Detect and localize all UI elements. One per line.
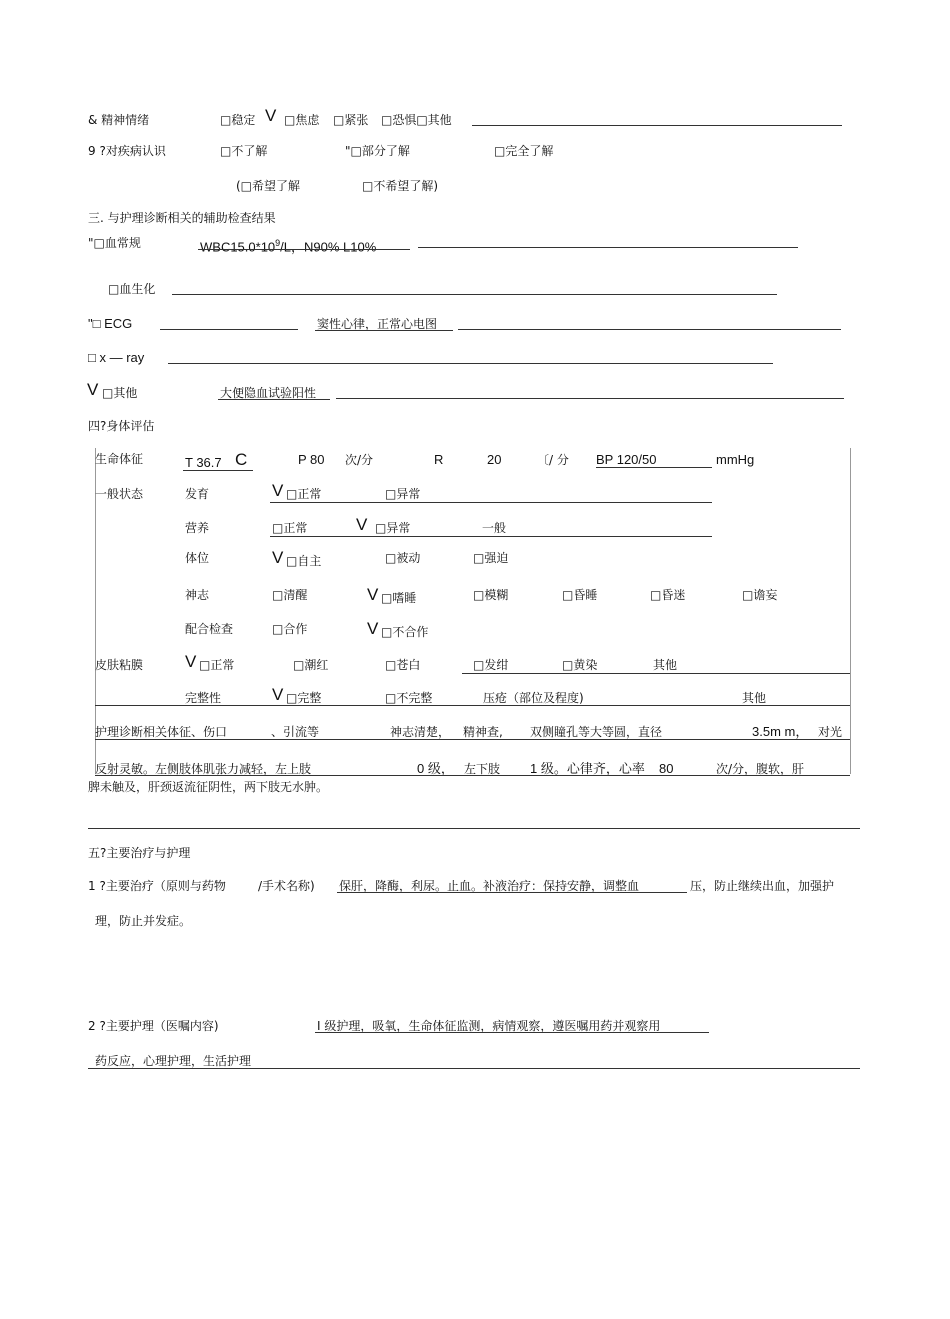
position-checkmark: V bbox=[272, 548, 284, 567]
mental-nervous-checkbox[interactable]: □紧张 bbox=[333, 113, 369, 127]
development-normal-checkbox[interactable]: □正常 bbox=[286, 487, 322, 501]
position-forced-checkbox[interactable]: □强迫 bbox=[473, 551, 509, 565]
nursing-line-1 bbox=[95, 739, 850, 740]
pupil-size: 3.5m m， bbox=[752, 724, 809, 739]
nutrition-label: 营养 bbox=[185, 521, 210, 535]
consciousness-stupor-checkbox[interactable]: □昏睡 bbox=[562, 588, 598, 602]
care-label: 2 ?主要护理（医嘱内容) bbox=[88, 1019, 219, 1033]
other-check-mark: V bbox=[87, 380, 99, 399]
integrity-no-checkbox[interactable]: □不完整 bbox=[385, 691, 433, 705]
vitals-label: 生命体征 bbox=[95, 452, 144, 466]
nursing-text-4: 对光 bbox=[818, 725, 843, 739]
care-text2: 药反应，心理护理，生活护理 bbox=[95, 1054, 252, 1068]
other-value-underline bbox=[218, 399, 330, 400]
integrity-label: 完整性 bbox=[185, 691, 222, 705]
nursing-signs-label2: 、引流等 bbox=[271, 725, 320, 739]
muscle-grade-1: 0 级， bbox=[417, 761, 454, 776]
nursing-text-1: 神志清楚， bbox=[390, 725, 451, 739]
skin-jaundice-checkbox[interactable]: □黄染 bbox=[562, 658, 598, 672]
general-state-label: 一般状态 bbox=[95, 487, 144, 501]
knowledge-label: 9 ?对疾病认识 bbox=[88, 144, 166, 158]
cooperation-yes-checkbox[interactable]: □合作 bbox=[272, 622, 308, 636]
blood-value-underline bbox=[198, 249, 410, 250]
consciousness-blur-checkbox[interactable]: □模糊 bbox=[473, 588, 509, 602]
xray-label: □ x — ray bbox=[88, 350, 145, 365]
section-divider bbox=[88, 828, 860, 829]
development-checkmark: V bbox=[272, 481, 284, 500]
consciousness-delirium-checkbox[interactable]: □谵妄 bbox=[742, 588, 778, 602]
muscle-grade-2: 1 级。心律齐，心率 bbox=[530, 761, 645, 776]
ecg-value: 窦性心律，正常心电图 bbox=[317, 317, 438, 331]
nutrition-note: 一般 bbox=[482, 521, 507, 535]
development-label: 发育 bbox=[185, 487, 210, 501]
bp-underline bbox=[596, 467, 712, 468]
integrity-line bbox=[95, 705, 850, 706]
nursing-signs-label: 护理诊断相关体征、伤口 bbox=[95, 725, 228, 739]
xray-fill-line bbox=[168, 363, 773, 364]
temperature-value: T 36.7 bbox=[185, 455, 222, 470]
cooperation-label: 配合检查 bbox=[185, 622, 234, 636]
mental-anxious-checkbox[interactable]: □焦虑 bbox=[284, 113, 320, 127]
mental-stable-checkbox[interactable]: □稳定 bbox=[220, 113, 256, 127]
blood-fill-line bbox=[418, 247, 798, 248]
nutrition-abnormal-checkbox[interactable]: □异常 bbox=[375, 521, 411, 535]
skin-cyanosis-checkbox[interactable]: □发绀 bbox=[473, 658, 509, 672]
pressure-sore-label: 压疮（部位及程度) bbox=[483, 691, 584, 705]
skin-pale-checkbox[interactable]: □苍白 bbox=[385, 658, 421, 672]
development-line bbox=[270, 502, 712, 503]
integrity-yes-checkbox[interactable]: □完整 bbox=[286, 691, 322, 705]
treatment-text: 保肝，降酶，利尿。止血。补液治疗：保持安静，调整血 bbox=[339, 879, 640, 893]
section5-title: 五?主要治疗与护理 bbox=[88, 846, 191, 860]
care-text: I 级护理，吸氧，生命体征监测，病情观察，遵医嘱用药并观察用 bbox=[317, 1019, 661, 1033]
nursing-line-2 bbox=[95, 775, 850, 776]
skin-other-label: 其他 bbox=[653, 658, 678, 672]
development-abnormal-checkbox[interactable]: □异常 bbox=[385, 487, 421, 501]
bp-unit: mmHg bbox=[716, 452, 755, 467]
integrity-other-label: 其他 bbox=[742, 691, 767, 705]
knowledge-none-checkbox[interactable]: □不了解 bbox=[220, 144, 268, 158]
nutrition-line bbox=[270, 536, 712, 537]
pulse-value: P 80 bbox=[298, 452, 325, 467]
consciousness-clear-checkbox[interactable]: □清醒 bbox=[272, 588, 308, 602]
treatment-underline bbox=[337, 892, 687, 893]
section3-title: 三. 与护理诊断相关的辅助检查结果 bbox=[88, 211, 276, 225]
nursing-line3: 脾未触及，肝颈返流征阴性，两下肢无水肿。 bbox=[88, 780, 329, 794]
cooperation-checkmark: V bbox=[367, 619, 379, 638]
position-active-checkbox[interactable]: □自主 bbox=[286, 554, 322, 568]
skin-checkmark: V bbox=[185, 652, 197, 671]
bp-value: BP 120/50 bbox=[596, 452, 657, 467]
skin-flushed-checkbox[interactable]: □潮红 bbox=[293, 658, 329, 672]
skin-normal-checkbox[interactable]: □正常 bbox=[199, 658, 235, 672]
section4-title: 四?身体评估 bbox=[88, 419, 155, 433]
consciousness-coma-checkbox[interactable]: □昏迷 bbox=[650, 588, 686, 602]
mental-label: & 精神情绪 bbox=[88, 113, 150, 127]
treatment-label2: /手术名称) bbox=[258, 879, 315, 893]
temp-underline bbox=[183, 470, 253, 471]
mental-fear-other-checkbox[interactable]: □恐惧□其他 bbox=[381, 113, 452, 127]
mental-checkmark: V bbox=[265, 106, 277, 125]
ecg-value-underline bbox=[315, 330, 453, 331]
other-check-label[interactable]: □其他 bbox=[102, 386, 138, 400]
consciousness-checkmark: V bbox=[367, 585, 379, 604]
resp-unit: 〔/ 分 bbox=[537, 453, 569, 467]
knowledge-nowish-checkbox[interactable]: □不希望了解) bbox=[362, 179, 439, 193]
treatment-text3: 理，防止并发症。 bbox=[95, 914, 192, 928]
temperature-unit: C bbox=[235, 450, 248, 469]
ecg-label: "□ ECG bbox=[88, 316, 133, 331]
skin-line bbox=[462, 673, 850, 674]
nursing-text-3: 双侧瞳孔等大等圆，直径 bbox=[530, 725, 663, 739]
knowledge-wish-checkbox[interactable]: (□希望了解 bbox=[236, 179, 301, 193]
integrity-checkmark: V bbox=[272, 685, 284, 704]
consciousness-label: 神志 bbox=[185, 588, 210, 602]
heart-rate: 80 bbox=[659, 761, 674, 776]
skin-label: 皮肤粘膜 bbox=[95, 658, 144, 672]
care-bottom-line bbox=[88, 1068, 860, 1069]
mental-other-line bbox=[472, 125, 842, 126]
other-fill-line bbox=[336, 398, 844, 399]
knowledge-partial-checkbox[interactable]: "□部分了解 bbox=[345, 144, 410, 158]
nursing-line2-a: 反射灵敏。左侧肢体肌张力减轻，左上肢 bbox=[95, 762, 312, 776]
table-right-border bbox=[850, 448, 851, 774]
lower-limb-label: 左下肢 bbox=[464, 762, 501, 776]
nursing-text-2: 精神查, bbox=[463, 725, 503, 739]
ecg-fill-line bbox=[458, 329, 841, 330]
resp-value: 20 bbox=[487, 452, 502, 467]
biochem-label: □血生化 bbox=[108, 282, 156, 296]
nutrition-checkmark: V bbox=[356, 515, 368, 534]
other-check-value: 大便隐血试验阳性 bbox=[220, 386, 317, 400]
ecg-line-a bbox=[160, 329, 298, 330]
treatment-text2: 压，防止继续出血，加强护 bbox=[690, 879, 835, 893]
nursing-line2-b: 次/分，腹软，肝 bbox=[716, 762, 805, 776]
treatment-label: 1 ?主要治疗（原则与药物 bbox=[88, 879, 226, 893]
blood-routine-label: "□血常规 bbox=[88, 236, 141, 250]
blood-routine-value: $WBC15.0*10^9/L$，N90% L10% bbox=[200, 238, 377, 255]
knowledge-full-checkbox[interactable]: □完全了解 bbox=[494, 144, 554, 158]
position-label: 体位 bbox=[185, 551, 210, 565]
biochem-fill-line bbox=[172, 294, 777, 295]
consciousness-drowsy-checkbox[interactable]: □嗜睡 bbox=[381, 591, 417, 605]
pulse-unit: 次/分 bbox=[345, 453, 374, 467]
position-passive-checkbox[interactable]: □被动 bbox=[385, 551, 421, 565]
care-underline bbox=[315, 1032, 709, 1033]
resp-label: R bbox=[434, 452, 444, 467]
nutrition-normal-checkbox[interactable]: □正常 bbox=[272, 521, 308, 535]
cooperation-no-checkbox[interactable]: □不合作 bbox=[381, 625, 429, 639]
